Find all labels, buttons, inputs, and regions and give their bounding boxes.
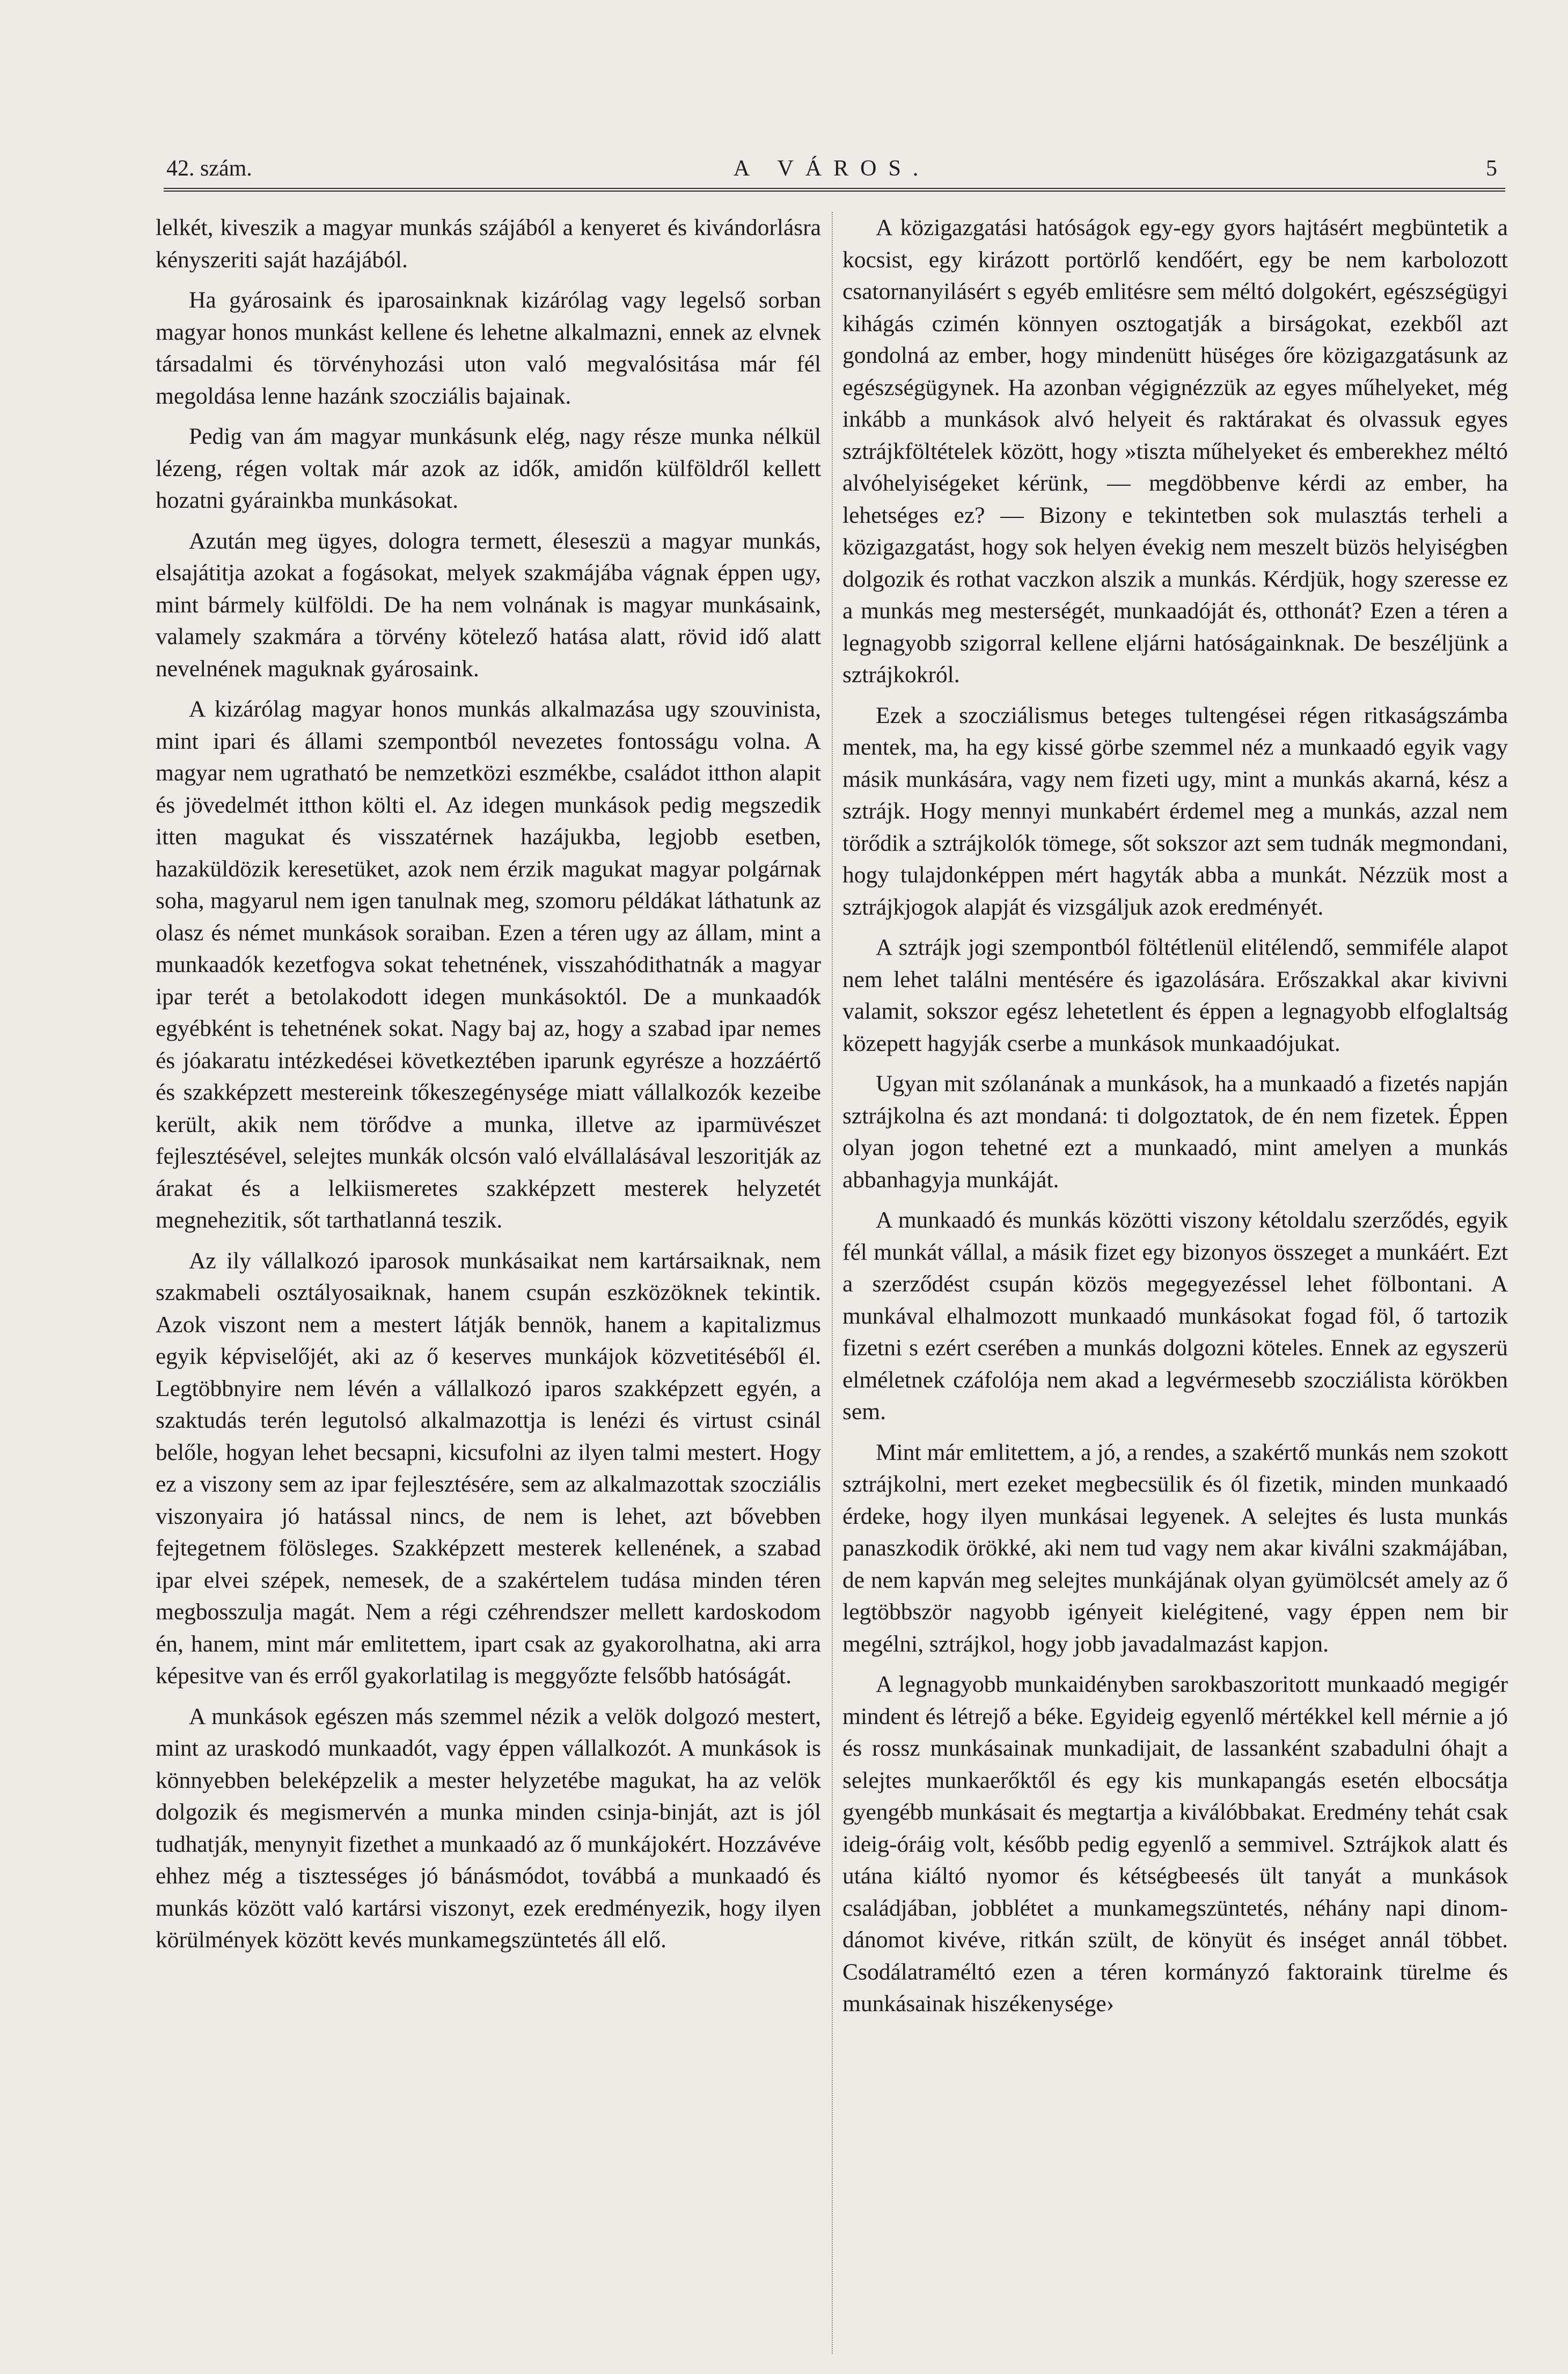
paragraph: lelkét, kiveszik a magyar munkás szájából a kenyeret és kivándorlásra kényszeriti saját hazájából. [156,215,821,273]
header-rule [164,188,1505,192]
page-number: 5 [1486,156,1497,181]
newspaper-title: A VÁROS. [733,156,930,181]
paragraph: Mint már emlitettem, a jó, a rendes, a szakértő munkás nem szokott sztrájkolni, mert ezeket megbecsülik és ól fizetik, minden munkaadó érdeke, hogy ilyen munkásai legyenek. A selejtes és lusta munkás panaszkodik örökké, aki nem tud vagy nem akar kiválni szakmájában, de nem kapván meg selejtes munkájának olyan gyümölcsét amely az ő legtöbbször nagyobb igényeit kielégitené, vagy éppen nem bir megélni, sztrájkol, hogy jobb javadalmazást kapjon. [842,1439,1508,1657]
paragraph: Azután meg ügyes, dologra termett, éleseszü a magyar munkás, elsajátitja azokat a fogásokat, melyek szakmájába vágnak éppen ugy, mint bármely külföldi. De ha nem volnának is magyar munkásaink, valamely szakmára a törvény kötelező hatása alatt, rövid idő alatt nevelnének maguknak gyárosaink. [156,528,821,682]
paragraph: Ugyan mit szólanának a munkások, ha a munkaadó a fizetés napján sztrájkolna és azt mondaná: ti dolgoztatok, de én nem fizetek. Éppen olyan jogon tehetné ezt a munkaadó, mint amelyen a munkás abbanhagyja munkáját. [842,1071,1508,1193]
paragraph: A munkások egészen más szemmel nézik a velök dolgozó mestert, mint az uraskodó munkaadót, vagy éppen vállalkozót. A munkások is könnyebben beleképzelik a mester helyzetébe magukat, ha az velök dolgozik és megismervén a munka minden csinja-binját, azt is jól tudhatják, menynyit fizethet a munkaadó az ő munkájokért. Hozzávéve ehhez még a tisztességes jó bánásmódot, továbbá a munkaadó és munkás között való kartársi viszonyt, ezek eredményezik, hogy ilyen körülmények között kevés munkamegszüntetés áll elő. [156,1703,821,1953]
page-header [166,156,1497,188]
paragraph: A közigazgatási hatóságok egy-egy gyors hajtásért megbüntetik a kocsist, egy kirázott portörlő kendőért, egy be nem karbolozott csatornanyilásért s egyéb emlitésre sem méltó dolgokért, egészségügyi kihágás czimén könnyen osztogatják a birságokat, ezekből azt gondolná az ember, hogy mindenütt hüséges őre közigazgatásunk az egészségügynek. Ha azonban végignézzük az egyes műhelyeket, még inkább a munkások alvó helyeit és raktárakat és olvassuk egyes sztrájkföltételek között, hogy »tiszta műhelyeket és emberekhez méltó alvóhelyiségeket kérünk, — megdöbbenve kérdi az ember, ha lehetséges ez? — Bizony e tekintetben sok mulasztás terheli a közigazgatást, hogy sok helyen évekig nem meszelt büzös helyiségben dolgozik és rothat vaczkon alszik a munkás. Kérdjük, hogy szeresse ez a munkás meg mesterségét, munkaadóját és, otthonát? Ezen a téren a legnagyobb szigorral kellene eljárni hatóságainknak. De beszéljünk a sztrájkokról. [842,215,1508,688]
paragraph: A kizárólag magyar honos munkás alkalmazása ugy szouvinista, mint ipari és állami szempontból nevezetes fontosságu volna. A magyar nem ugratható be nemzetközi eszmékbe, családot itthon alapit és jövedelmét itthon költi el. Az idegen munkások pedig megszedik itten magukat és visszatérnek hazájukba, legjobb esetben, hazaküldözik keresetüket, azok nem érzik magukat magyar polgárnak soha, magyarul nem igen tanulnak meg, szomoru példákat láthatunk az olasz és német munkások soraiban. Ezen a téren ugy az állam, mint a munkaadók kezetfogva sokat tehetnének, visszahódithatnák a magyar ipar terét a betolakodott idegen munkásoktól. De a munkaadók egyébként is tehetnének sokat. Nagy baj az, hogy a szabad ipar nemes és jóakaratu intézkedései következtében iparunk egyrésze a hozzáértő és szakképzett mestereink tőkeszegénysége miatt vállalkozók kezeibe került, akik nem törődve a munka, illetve az iparmüvészet fejlesztésével, selejtes munkák olcsón való elvállalásával leszoritják az árakat és a lelkiismeretes szakképzett mesterek helyzetét megnehezitik, sőt tarthatlanná teszik. [156,696,821,1233]
paragraph: A legnagyobb munkaidényben sarokbaszoritott munkaadó megigér mindent és létrejő a béke. Egyideig egyenlő mértékkel kell mérnie a jó és rossz munkásainak munkadijait, de lassanként szabadulni óhajt a selejtes munkaerőktől és egy kis munkapangás esetén elbocsátja gyengébb munkásait és megtartja a kiválóbbakat. Eredmény tehát csak ideig-óráig volt, később pedig egyenlő a semmivel. Sztrájkok alatt és utána kiáltó nyomor és kétségbeesés ült tanyát a munkások családjában, jobblétet a munkamegszüntetés, néhány napi dinom-dánomot kivéve, ritkán szült, de könyüt és inséget annál többet. Csodálatraméltó ezen a téren kormányzó faktoraink türelme és munkásainak hiszékenysége› [842,1671,1508,2017]
paragraph: Pedig van ám magyar munkásunk elég, nagy része munka nélkül lézeng, régen voltak már azok az idők, amidőn külföldről kellett hozatni gyárainkba munkásokat. [156,423,821,513]
paragraph: Ezek a szocziálismus beteges tultengései régen ritkaságszámba mentek, ma, ha egy kissé görbe szemmel néz a munkaadó egyik vagy másik munkására, vagy nem fizeti ugy, mint a munkás akarná, kész a sztrájk. Hogy mennyi munkabért érdemel meg a munkás, azzal nem törődik a sztrájkolók tömege, sőt sokszor azt sem tudnák megmondani, hogy tulajdonképpen mért hagyták abba a munkát. Nézzük most a sztrájkjogok alapját és vizsgáljuk azok eredményét. [842,702,1508,920]
column-divider [832,212,833,2354]
left-column [156,212,821,1956]
paragraph: A sztrájk jogi szempontból föltétlenül elitélendő, semmiféle alapot nem lehet találni mentésére és igazolására. Erőszakkal akar kivivni valamit, sokszor egész lehetetlent és éppen a legnagyobb elfoglaltság közepett hagyják cserbe a munkások munkaadójukat. [842,934,1508,1056]
paragraph: Az ily vállalkozó iparosok munkásaikat nem kartársaiknak, nem szakmabeli osztályosaiknak, hanem csupán eszközöknek tekintik. Azok viszont nem a mestert látják bennök, hanem a kapitalizmus egyik képviselőjét, aki az ő keserves munkájok közvetitéséből él. Legtöbbnyire nem lévén a vállalkozó iparos szakképzett egyén, a szaktudás terén legutolsó alkalmazottja is lenézi és virtust csinál belőle, hogyan lehet becsapni, kicsufolni az ilyen talmi mestert. Hogy ez a viszony sem az ipar fejlesztésére, sem az alkalmazottak szocziális viszonyaira jó hatással nincs, de nem is lehet, azt bővebben fejtegetnem fölösleges. Szakképzett mesterek kellenének, a szabad ipar elvei szépek, nemesek, de a szakértelem tudása minden téren megbosszulja magát. Nem a régi czéhrendszer mellett kardoskodom én, hanem, mint már emlitettem, ipart csak az gyakorolhatna, aki arra képesitve van és erről gyakorlatilag is meggyőzte felsőbb hatóságát. [156,1247,821,1689]
paragraph: A munkaadó és munkás közötti viszony kétoldalu szerződés, egyik fél munkát vállal, a másik fizet egy bizonyos összeget a munkáért. Ezt a szerződést csupán közös megegyezéssel lehet fölbontani. A munkával elhalmozott munkaadó munkásokat fogad föl, ő tartozik fizetni s ezért cserében a munkás dolgozni köteles. Ennek az egyszerü elméletnek czáfolója nem akad a legvérmesebb szocziálista körökben sem. [842,1207,1508,1425]
paragraph: Ha gyárosaink és iparosainknak kizárólag vagy legelső sorban magyar honos munkást kellene és lehetne alkalmazni, ennek az elvnek társadalmi és törvényhozási uton való megvalósitása már fél megoldása lenne hazánk szocziális bajainak. [156,287,821,409]
right-column [842,212,1508,2020]
issue-number: 42. szám. [166,156,252,181]
